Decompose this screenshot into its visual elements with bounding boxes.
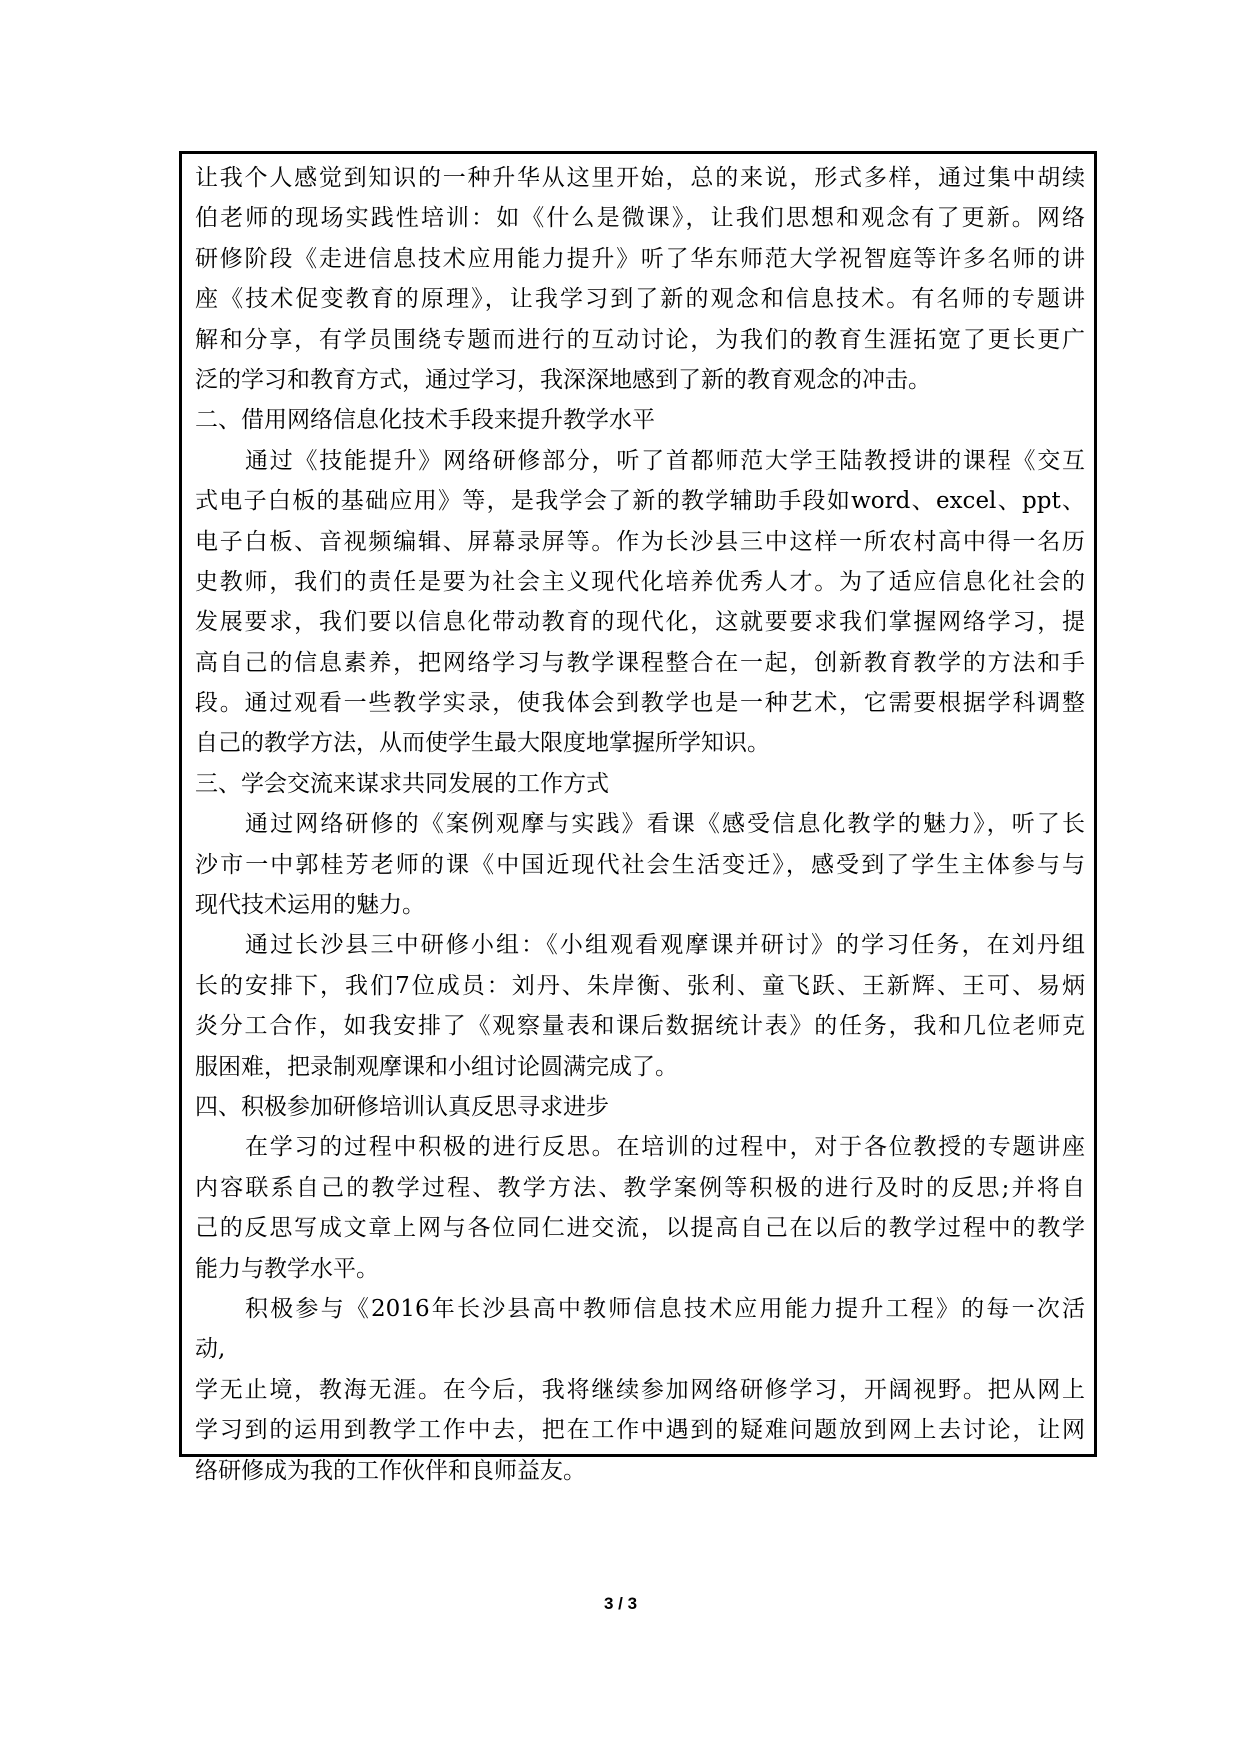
section-heading: 四、积极参加研修培训认真反思寻求进步 [195,1093,609,1120]
text-line: 让我个人感觉到知识的一种升华从这里开始，总的来说，形式多样，通过集中胡续 [195,165,1085,191]
text-line: 服困难，把录制观摩课和小组讨论圆满完成了。 [195,1053,678,1080]
text-line: 发展要求，我们要以信息化带动教育的现代化，这就要要求我们掌握网络学习，提 [195,609,1085,636]
text-line: 式电子白板的基础应用》等，是我学会了新的教学辅助手段如word、excel、ppt、 [195,488,1085,515]
section-heading: 三、学会交流来谋求共同发展的工作方式 [195,770,609,797]
text-line: 现代技术运用的魅力。 [195,892,425,919]
text-line: 在学习的过程中积极的进行反思。在培训的过程中，对于各位教授的专题讲座 [245,1134,1085,1161]
text-line: 己的反思写成文章上网与各位同仁进交流，以提高自己在以后的教学过程中的教学 [195,1215,1085,1242]
text-line: 伯老师的现场实践性培训：如《什么是微课》，让我们思想和观念有了更新。网络 [195,205,1085,232]
text-line: 通过《技能提升》网络研修部分，听了首都师范大学王陆教授讲的课程《交互 [245,447,1085,474]
text-line: 泛的学习和教育方式，通过学习，我深深地感到了新的教育观念的冲击。 [195,366,931,393]
text-line: 电子白板、音视频编辑、屏幕录屏等。作为长沙县三中这样一所农村高中得一名历 [195,528,1085,555]
section-heading: 二、借用网络信息化技术手段来提升教学水平 [195,407,655,434]
text-line: 自己的教学方法，从而使学生最大限度地掌握所学知识。 [195,730,770,757]
text-line: 动, [195,1336,226,1363]
text-line: 解和分享，有学员围绕专题而进行的互动讨论，为我们的教育生涯拓宽了更长更广 [195,326,1085,353]
text-line: 炎分工合作，如我安排了《观察量表和课后数据统计表》的任务，我和几位老师克 [195,1013,1085,1040]
text-line: 研修阶段《走进信息技术应用能力提升》听了华东师范大学祝智庭等许多名师的讲 [195,245,1085,272]
text-line: 学无止境，教海无涯。在今后，我将继续参加网络研修学习，开阔视野。把从网上 [195,1376,1085,1403]
page-number: 3 / 3 [603,1594,638,1613]
text-line: 沙市一中郭桂芳老师的课《中国近现代社会生活变迁》，感受到了学生主体参与与 [195,851,1085,878]
text-line: 学习到的运用到教学工作中去，把在工作中遇到的疑难问题放到网上去讨论，让网 [195,1417,1085,1444]
text-line: 能力与教学水平。 [195,1255,379,1282]
text-line: 长的安排下，我们7位成员：刘丹、朱岸衡、张利、童飞跃、王新辉、王可、易炳 [195,972,1085,999]
text-line: 段。通过观看一些教学实录，使我体会到教学也是一种艺术，它需要根据学科调整 [195,690,1085,717]
text-line: 积极参与《2016年长沙县高中教师信息技术应用能力提升工程》的每一次活 [245,1295,1085,1322]
text-line: 通过网络研修的《案例观摩与实践》看课《感受信息化教学的魅力》，听了长 [245,811,1085,838]
text-line: 座《技术促变教育的原理》，让我学习到了新的观念和信息技术。有名师的专题讲 [195,286,1085,313]
document-body [195,158,1085,1491]
text-line: 通过长沙县三中研修小组：《小组观看观摩课并研讨》的学习任务，在刘丹组 [245,932,1085,959]
text-line: 内容联系自己的教学过程、教学方法、教学案例等积极的进行及时的反思;并将自 [195,1174,1085,1201]
text-line: 史教师，我们的责任是要为社会主义现代化培养优秀人才。为了适应信息化社会的 [195,568,1085,595]
text-line: 络研修成为我的工作伙伴和良师益友。 [195,1457,586,1484]
text-line: 高自己的信息素养，把网络学习与教学课程整合在一起，创新教育教学的方法和手 [195,649,1085,676]
